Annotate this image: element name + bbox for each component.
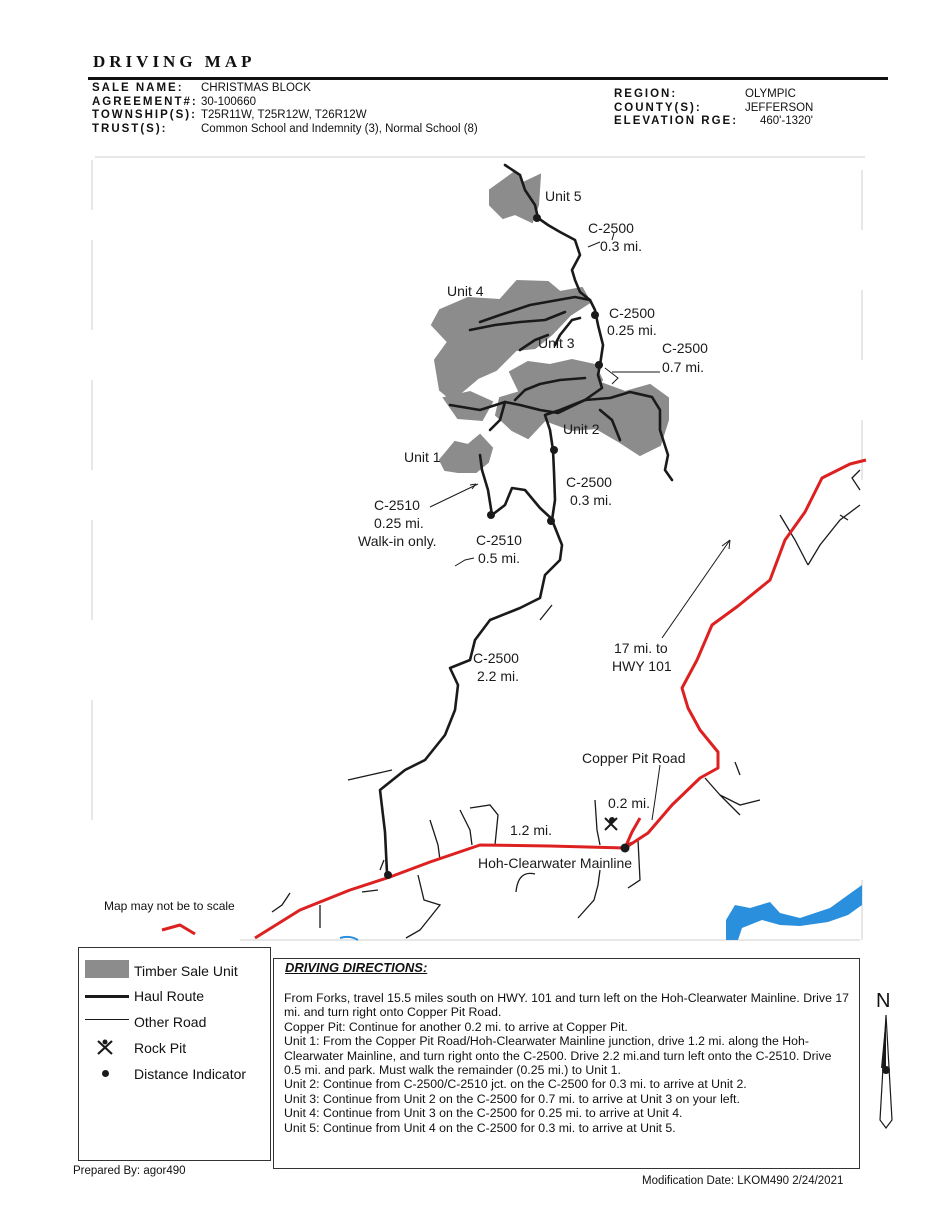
label-unit-4: Unit 4 <box>447 283 484 299</box>
c2500-main <box>380 450 562 873</box>
dot-unit5 <box>533 214 541 222</box>
legend-item-haul <box>79 987 270 1011</box>
label-hwy-line2: HWY 101 <box>612 658 672 674</box>
dot-c2500-jct <box>384 871 392 879</box>
legend-item-rockpit <box>79 1039 270 1063</box>
dot-copper-pit-jct <box>621 844 630 853</box>
dot-unit4 <box>591 311 599 319</box>
legend-label-timber: Timber Sale Unit <box>134 963 238 979</box>
legend-item-other <box>79 1013 270 1037</box>
gray-square-icon <box>85 960 129 978</box>
river <box>726 885 862 940</box>
label-c2510-road-b: C-2510 <box>476 532 522 548</box>
direction-para-unit5: Unit 5: Continue from Unit 4 on the C-2500 for 0.3 mi. to arrive at Unit 5. <box>284 1120 676 1135</box>
label-c2500-dist-c: 0.7 mi. <box>662 359 705 375</box>
unit-5-polygon <box>490 172 540 222</box>
label-c2500-road-c: C-2500 <box>662 340 708 356</box>
label-c2500-dist-e: 2.2 mi. <box>477 668 520 684</box>
agreement-value: 30-100660 <box>201 95 256 108</box>
map-frame <box>92 157 865 940</box>
thick-line-icon <box>85 995 129 998</box>
sale-name-value: CHRISTMAS BLOCK <box>201 82 311 94</box>
directions-body <box>284 991 849 1135</box>
legend-label-dot: Distance Indicator <box>134 1066 247 1082</box>
legend-label-haul: Haul Route <box>134 988 205 1004</box>
trusts-value: Common School and Indemnity (3), Normal School (8) <box>201 122 478 135</box>
dot-c2510-end <box>487 511 495 519</box>
unit-1-polygon <box>440 435 492 472</box>
label-c2500-road-a: C-2500 <box>588 220 634 236</box>
legend-item-dot <box>79 1065 270 1089</box>
label-unit-2: Unit 2 <box>563 421 600 437</box>
sale-name-label: SALE NAME: <box>92 82 184 94</box>
label-mainline-name: Hoh-Clearwater Mainline <box>478 855 633 871</box>
rock-pit-icon <box>95 1037 117 1057</box>
direction-para-unit4: Unit 4: Continue from Unit 3 on the C-2500 for 0.25 mi. to arrive at Unit 4. <box>284 1106 683 1121</box>
elevation-value: 460'-1320' <box>760 115 813 127</box>
county-value: JEFFERSON <box>745 101 814 114</box>
page-title: DRIVING MAP <box>93 52 256 71</box>
label-c2510-dist-a: 0.25 mi. <box>374 515 424 531</box>
region-value: OLYMPIC <box>745 88 796 100</box>
label-c2510-dist-b: 0.5 mi. <box>478 550 521 566</box>
rock-pit-map-icon <box>605 818 617 830</box>
direction-para-unit2: Unit 2: Continue from C-2500/C-2510 jct. on the C-2500 for 0.3 mi. to arrive at Unit 2. <box>284 1077 747 1092</box>
north-arrow <box>880 1015 892 1128</box>
label-c2500-road-b: C-2500 <box>609 305 655 321</box>
legend-label-other: Other Road <box>134 1014 207 1030</box>
label-walk-in: Walk-in only. <box>358 533 437 549</box>
thin-line-icon <box>85 1019 129 1020</box>
label-unit-5: Unit 5 <box>545 188 582 204</box>
prepared-by: Prepared By: agor490 <box>73 1165 186 1177</box>
label-c2510-road-a: C-2510 <box>374 497 420 513</box>
label-copper-pit-dist: 0.2 mi. <box>608 795 651 811</box>
driving-directions <box>273 958 860 1169</box>
townships-label: TOWNSHIP(S): <box>92 109 197 121</box>
label-c2500-dist-a: 0.3 mi. <box>600 238 643 254</box>
dot-c2510-jct <box>547 517 555 525</box>
legend-label-rockpit: Rock Pit <box>134 1040 187 1056</box>
label-scale-note: Map may not be to scale <box>104 899 235 913</box>
modification-date: Modification Date: LKOM490 2/24/2021 <box>642 1175 844 1187</box>
direction-para-unit1: Unit 1: From the Copper Pit Road/Hoh-Clearwater Mainline junction, drive 1.2 mi. along the Hoh-Clearwater Mainline, and turn right onto the C-2500. Drive 2.2 mi.and turn left onto the C-2510. Drive 0.5 mi. and park. Must walk the remainder (0.25 mi.) to Unit 1. <box>284 1034 832 1078</box>
direction-para-forks: From Forks, travel 15.5 miles south on HWY. 101 and turn left on the Hoh-Clearwater Mainline. Drive 17 mi. and turn right onto Copper Pit Road. <box>284 991 849 1020</box>
compass-north-label: N <box>876 990 891 1012</box>
c2510 <box>492 488 553 520</box>
mainline-west <box>162 925 195 934</box>
direction-para-unit3: Unit 3: Continue from Unit 2 on the C-2500 for 0.7 mi. to arrive at Unit 3 on your left. <box>284 1091 740 1106</box>
legend-item-timber <box>79 960 270 984</box>
label-hwy-line1: 17 mi. to <box>614 640 668 656</box>
legend <box>78 947 271 1161</box>
direction-para-copper-pit: Copper Pit: Continue for another 0.2 mi. to arrive at Copper Pit. <box>284 1019 628 1034</box>
elevation-label: ELEVATION RGE: <box>614 115 739 127</box>
dot-icon <box>102 1070 109 1077</box>
label-copper-pit-road: Copper Pit Road <box>582 750 686 766</box>
region-label: REGION: <box>614 88 678 100</box>
label-c2500-road-d: C-2500 <box>566 474 612 490</box>
label-unit-3: Unit 3 <box>538 335 575 351</box>
dot-unit3 <box>595 361 603 369</box>
directions-heading: DRIVING DIRECTIONS: <box>285 960 428 975</box>
trusts-label: TRUST(S): <box>92 122 168 135</box>
townships-value: T25R11W, T25R12W, T26R12W <box>201 109 367 121</box>
label-c2500-dist-d: 0.3 mi. <box>570 492 613 508</box>
dot-unit2 <box>550 446 558 454</box>
label-unit-1: Unit 1 <box>404 449 441 465</box>
agreement-label: AGREEMENT#: <box>92 95 198 108</box>
label-mainline-dist: 1.2 mi. <box>510 822 553 838</box>
county-label: COUNTY(S): <box>614 101 702 114</box>
label-c2500-road-e: C-2500 <box>473 650 519 666</box>
label-c2500-dist-b: 0.25 mi. <box>607 322 657 338</box>
